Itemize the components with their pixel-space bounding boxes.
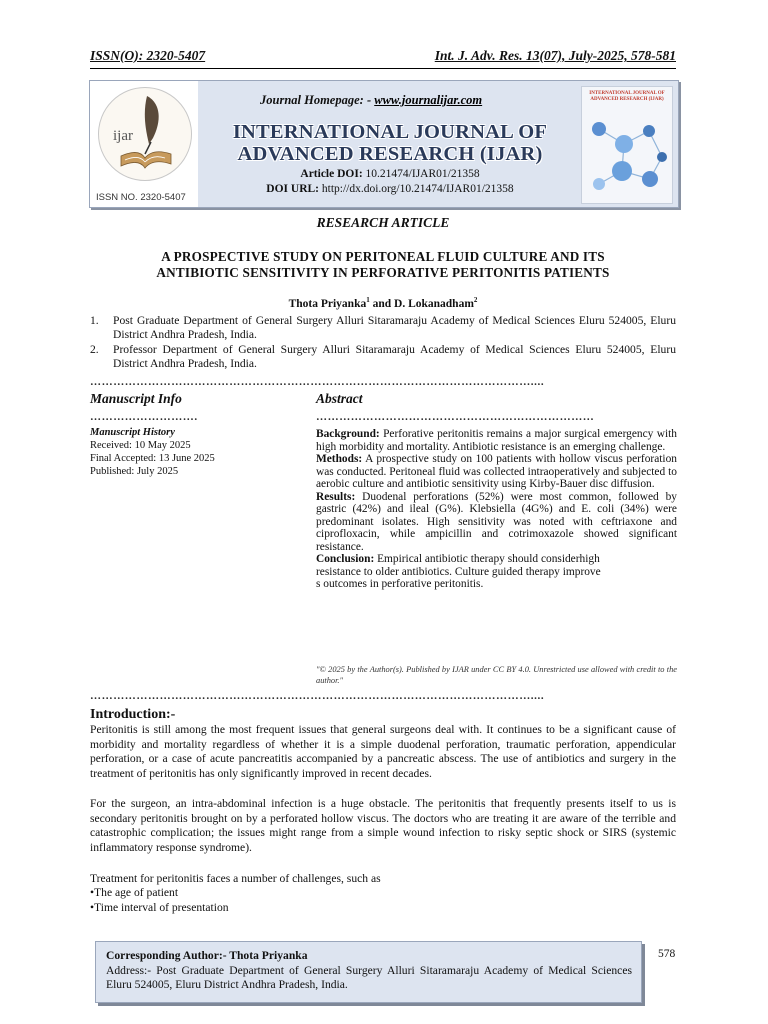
journal-title-line1: INTERNATIONAL JOURNAL OF	[232, 121, 548, 143]
homepage-label: Journal Homepage: -	[260, 93, 375, 107]
doi-url-label: DOI URL:	[266, 183, 320, 195]
conclusion-line2: resistance to older antibiotics. Culture guided therapy improve	[316, 565, 601, 578]
author-2-sup: 2	[473, 296, 478, 304]
journal-banner	[89, 80, 679, 208]
corresponding-address: Address:- Post Graduate Department of General Surgery Alluri Sitaramaraju Academy of Medical Sciences Eluru 524005, Eluru District Andhra Pradesh, India.	[106, 963, 632, 991]
logo-issn: ISSN NO. 2320-5407	[96, 192, 186, 203]
corresponding-author-label: Corresponding Author:- Thota Priyanka	[106, 949, 308, 962]
manuscript-info-dots: ……………………….	[90, 411, 198, 423]
journal-logo	[90, 81, 198, 207]
conclusion-line1: Empirical antibiotic therapy should considerhigh	[374, 553, 600, 565]
separator-bottom: ……………………………………………………………………………………………………....	[90, 690, 545, 702]
citation-text: Int. J. Adv. Res. 13(07), July-2025, 578-581	[434, 48, 676, 63]
manuscript-info-heading: Manuscript Info	[90, 391, 182, 406]
affiliation-number: 2.	[90, 343, 99, 356]
paper-title-line2: ANTIBIOTIC SENSITIVITY IN PERFORATIVE PERITONITIS PATIENTS	[156, 265, 610, 280]
journal-cover	[581, 86, 673, 204]
abstract-conclusion	[316, 553, 677, 591]
article-doi	[200, 168, 580, 180]
conclusion-label: Conclusion:	[316, 553, 375, 565]
journal-title-line2: ADVANCED RESEARCH (IJAR)	[237, 143, 543, 165]
introduction-para-3: Treatment for peritonitis faces a number of challenges, such as	[90, 872, 381, 885]
conclusion-line3: s outcomes in perforative peritonitis.	[316, 578, 484, 590]
separator-top: ……………………………………………………………………………………………………....	[90, 376, 545, 388]
logo-text: ijar	[113, 128, 133, 144]
paper-title	[90, 249, 676, 281]
results-label: Results:	[316, 490, 356, 503]
background-label: Background:	[316, 428, 380, 440]
abstract-results	[316, 491, 677, 554]
bullet-age: •The age of patient	[90, 886, 179, 899]
article-doi-value: 10.21474/IJAR01/21358	[365, 168, 480, 180]
bullet-time-interval: •Time interval of presentation	[90, 901, 229, 914]
accepted-date: Final Accepted: 13 June 2025	[90, 453, 215, 464]
issn-text: ISSN(O): 2320-5407	[90, 48, 206, 63]
homepage-link[interactable]: www.journalijar.com	[374, 93, 483, 107]
author-2: D. Lokanadham	[394, 297, 474, 310]
doi-url	[200, 183, 580, 195]
methods-label: Methods:	[316, 453, 363, 465]
affiliation-2	[90, 343, 676, 371]
journal-homepage	[260, 93, 482, 108]
introduction-para-1: Peritonitis is still among the most frequent issues that general surgeons deal with. It continues to be a significant cause of morbidity and mortality regardless of whether it is a simple duodenal perforation, traumatic perforation, appendicular perforation, or a case of acute pancreatitis accompanied by a pancreatic abscess. The use of antibiotics and surgery in the treatment of peritonitis has only significantly improved in recent decades.	[90, 723, 676, 780]
introduction-heading: Introduction:-	[90, 707, 176, 722]
affiliation-number: 1.	[90, 314, 99, 327]
cover-title: INTERNATIONAL JOURNAL OF ADVANCED RESEARCH (IJAR)	[589, 91, 665, 102]
abstract-background	[316, 428, 677, 453]
license-note: "© 2025 by the Author(s). Published by IJAR under CC BY 4.0. Unrestricted use allowed with credit to the author."	[316, 665, 677, 685]
logo-circle	[98, 87, 192, 181]
abstract-dots: ………………………………………………………………	[316, 411, 595, 423]
affiliation-1	[90, 314, 676, 342]
article-doi-label: Article DOI:	[300, 168, 363, 180]
background-text: Perforative peritonitis remains a major surgical emergency with high morbidity and mortality. Antibiotic resistance is an emerging challenge.	[316, 428, 677, 453]
journal-title	[200, 121, 580, 165]
introduction-para-2: For the surgeon, an intra-abdominal infection is a huge obstacle. The peritonitis that frequently presents itself to us is secondary peritonitis brought on by a perforated hollow viscus. The doctors who are treating it are aware of the terrible and catastrophic complication; the issues might range from a simple wound infection to risky septic shock or SIRS (systemic inflammatory response syndrome).	[90, 797, 676, 854]
author-1: Thota Priyanka	[288, 297, 367, 310]
abstract-methods	[316, 453, 677, 491]
doi-url-value[interactable]: http://dx.doi.org/10.21474/IJAR01/21358	[321, 183, 514, 195]
published-date: Published: July 2025	[90, 466, 179, 477]
abstract-heading: Abstract	[316, 391, 363, 406]
article-type: RESEARCH ARTICLE	[316, 215, 450, 230]
corresponding-author-box	[95, 941, 642, 1003]
page-number: 578	[658, 948, 676, 960]
molecule-icon	[584, 109, 670, 201]
running-header	[90, 48, 676, 69]
affiliation-text: Professor Department of General Surgery Alluri Sitaramaraju Academy of Medical Sciences Eluru 524005, Eluru District Andhra Pradesh, India.	[113, 343, 676, 370]
author-1-sup: 1	[366, 296, 370, 304]
author-and: and	[369, 297, 395, 310]
received-date: Received: 10 May 2025	[90, 440, 191, 451]
affiliation-text: Post Graduate Department of General Surgery Alluri Sitaramaraju Academy of Medical Sciences Eluru 524005, Eluru District Andhra Pradesh, India.	[113, 314, 676, 341]
manuscript-history-label: Manuscript History	[90, 427, 175, 438]
abstract-body	[316, 428, 677, 591]
authors	[90, 296, 676, 310]
methods-text: A prospective study on 100 patients with hollow viscus perforation was conducted. Peritoneal fluid was collected intraoperatively and subjected to aerobic culture and antibiotic sensitivity using Kirby-Bauer disc diffusion.	[316, 453, 677, 490]
results-text: Duodenal perforations (52%) were most common, followed by gastric (42%) and ileal (G%). Klebsiella (4G%) and E. coli (34%) were predominant isolates. High sensitivity was noted with ceftriaxone and ciprofloxacin, while ampicillin and cotrimoxazole showed significant resistance.	[316, 490, 677, 553]
paper-title-line1: A PROSPECTIVE STUDY ON PERITONEAL FLUID CULTURE AND ITS	[161, 249, 605, 264]
